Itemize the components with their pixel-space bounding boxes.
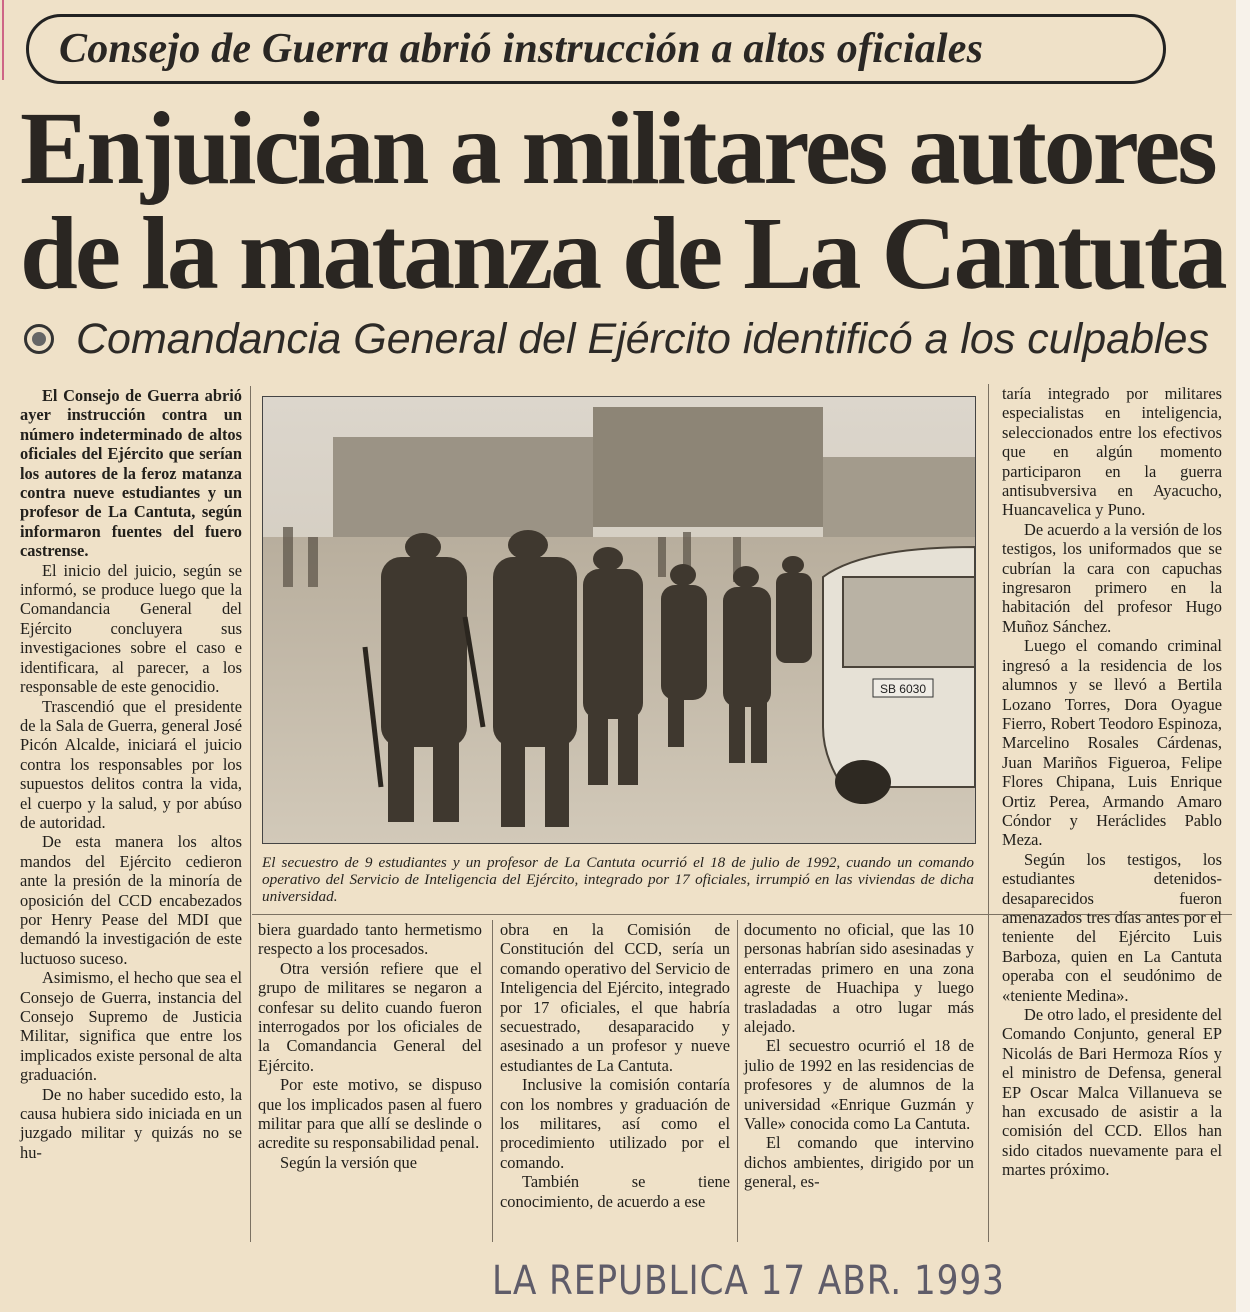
bullet-icon [24, 324, 54, 354]
article-column-3 [500, 920, 730, 1211]
article-column-1 [20, 386, 242, 1162]
paragraph: biera guardado tanto hermetismo respecto a los procesados. [258, 920, 482, 959]
pink-margin-mark [2, 0, 4, 80]
paragraph: Según la versión que [280, 1152, 418, 1172]
lead-paragraph: El Consejo de Guerra abrió ayer instrucción contra un número indeterminado de altos oficiales del Ejército que serían los autores de la feroz matanza contra nueve estudiantes y un profesor de La Cantuta, según informaron fuentes del fuero castrense. [20, 386, 242, 561]
article-column-2 [258, 920, 482, 1172]
paragraph: Trascendió que el presidente de la Sala de Guerra, general José Picón Alcalde, iniciará el juicio contra los responsables por los supuestos delitos contra la vida, el cuerpo y la salud, y por abúso de autoridad. [20, 696, 242, 832]
paragraph: Según los testigos, los estudiantes detenidos-desaparecidos fueron amenazados tres días antes por el teniente del Ejército Luis Barboza, quien en La Cantuta operaba con el seudónimo de «teniente Medina». [1002, 849, 1222, 1005]
license-plate: SB 6030 [879, 682, 927, 696]
paragraph: Otra versión refiere que el grupo de militares se negaron a confesar su delito cuando fueron interrogados por los oficiales de la Comandancia General del Ejército. [258, 958, 482, 1075]
kicker-text: Consejo de Guerra abrió instrucción a altos oficiales [59, 26, 984, 72]
headline-line-1: Enjuician a militares autores [20, 91, 1215, 206]
kicker-banner [26, 14, 1166, 84]
headline [20, 91, 1225, 311]
paragraph: De no haber sucedido esto, la causa hubiera sido iniciada en un juzgado militar y quizás no se hu- [20, 1084, 242, 1162]
paragraph: Por este motivo, se dispuso que los implicados pasen al fuero militar para que allí se deslinde o acredite su responsabilidad penal. [258, 1075, 482, 1153]
handwritten-source-note: LA REPUBLICA 17 ABR. 1993 [492, 1258, 1005, 1304]
article-column-5 [1002, 384, 1222, 1180]
photo-soldiers-illustration [263, 397, 975, 843]
article-column-4 [744, 920, 974, 1192]
news-photo [262, 396, 976, 844]
paragraph: obra en la Comisión de Constitución del CCD, sería un comando operativo del Servicio de Inteligencia del Ejército, integrado por 17 oficiales, el que habría secuestrado, desaparacido y asesinado a un profesor y nueve estudiantes de La Cantuta. [500, 920, 730, 1075]
subheadline [24, 312, 1209, 366]
headline-line-2: de la matanza de La Cantuta [20, 196, 1225, 311]
photo-caption: El secuestro de 9 estudiantes y un profesor de La Cantuta ocurrió el 18 de julio de 1992, cuando un comando operativo del Servicio de Inteligencia del Ejército, integrado por 17 oficiales, irrumpió en las viviendas de dicha universidad. [262, 854, 974, 905]
paragraph: El comando que intervino dichos ambientes, dirigido por un general, es- [744, 1133, 974, 1192]
paragraph: Asimismo, el hecho que sea el Consejo de Guerra, instancia del Consejo Supremo de Justicia Militar, significa que entre los implicados existe personal de alta graduación. [20, 968, 242, 1085]
column-rule [250, 386, 251, 1242]
column-rule [492, 920, 493, 1242]
column-rule [988, 384, 989, 1242]
paragraph: Inclusive la comisión contaría con los nombres y graduación de los militares, así como el procedimiento utilizado por el comando. [500, 1075, 730, 1172]
paragraph: De otro lado, el presidente del Comando Conjunto, general EP Nicolás de Bari Hermoza Ríos y el ministro de Defensa, general EP Oscar Malca Villanueva se han excusado de asistir a la comisión del CCD. Ellos han sido citados nuevamente para el martes próximo. [1002, 1005, 1222, 1180]
paragraph: De esta manera los altos mandos del Ejército cedieron ante la presión de la minoría de oposición del CCD encabezados por Henry Pease del MDI que demandó la investigación de este luctuoso suceso. [20, 832, 242, 968]
paper-edge [1236, 0, 1250, 1312]
paragraph: documento no oficial, que las 10 personas habrían sido asesinadas y enterradas primero en una zona agreste de Huachipa y luego trasladadas a otro lugar más alejado. [744, 920, 974, 1037]
column-rule [737, 920, 738, 1242]
paragraph: También se tiene conocimiento, de acuerdo a ese [500, 1172, 730, 1211]
paragraph: Luego el comando criminal ingresó a la residencia de los alumnos y se llevó a Bertila Lozano Torres, Dora Oyague Fierro, Robert Teodoro Espinoza, Marcelino Rosales Cárdenas, Juan Mariños Figueroa, Felipe Flores Chipana, Luis Enrique Ortiz Perea, Armando Amaro Cóndor y Heráclides Pablo Meza. [1002, 636, 1222, 850]
paragraph: De acuerdo a la versión de los testigos, los uniformados que se cubrían la cara con capuchas ingresaron primero en la habitación del profesor Hugo Muñoz Sánchez. [1002, 519, 1222, 636]
paragraph: El secuestro ocurrió el 18 de julio de 1992 en las residencias de profesores y de alumnos de la universidad «Enrique Guzmán y Valle» conocida como La Cantuta. [744, 1036, 974, 1134]
paragraph: taría integrado por militares especialistas en inteligencia, seleccionados entre los efectivos que en algún momento participaron en la guerra antisubversiva en Ayacucho, Huancavelica y Puno. [1002, 384, 1222, 520]
subheadline-text: Comandancia General del Ejército identificó a los culpables [76, 314, 1209, 363]
paragraph: El inicio del juicio, según se informó, se produce luego que la Comandancia General del Ejército concluyera sus investigaciones sobre el caso e identificara, al parecer, a los responsable de este genocidio. [20, 560, 242, 697]
